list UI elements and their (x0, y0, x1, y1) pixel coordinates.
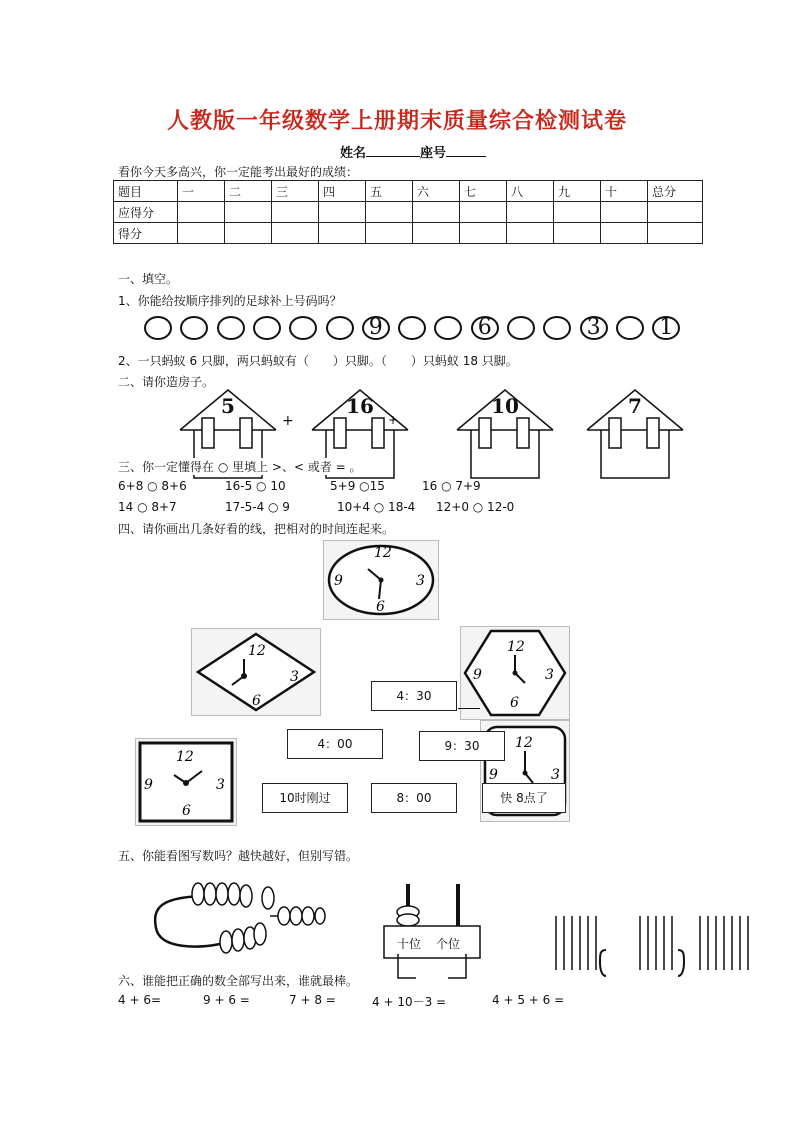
clock-number: 3 (545, 667, 554, 683)
clock-face-icon (135, 738, 237, 826)
section1-q2: 2、一只蚂蚁 6 只脚，两只蚂蚁有（ ）只脚。（ ）只蚂蚁 18 只脚。 (118, 354, 518, 368)
calc-problem: 4 + 10－3 = (372, 995, 447, 1009)
compare-item: 10+4 ○ 18-4 (337, 500, 416, 514)
page-title: 人教版一年级数学上册期末质量综合检测试卷 (166, 108, 627, 134)
divider (458, 708, 480, 709)
football-numbered: 3 (580, 316, 608, 340)
clock-number: 9 (473, 667, 482, 683)
section4-heading: 四、请你画出几条好看的线，把相对的时间连起来。 (118, 522, 395, 536)
table-cell: 八 (507, 181, 554, 202)
clock-face-icon (460, 626, 570, 720)
clock-number: 9 (144, 777, 153, 793)
table-cell: 二 (225, 181, 272, 202)
table-cell: 十 (601, 181, 648, 202)
section3-heading: 三、你一定懂得在 ○ 里填上 >、< 或者 = 。 (118, 460, 362, 474)
table-cell: 三 (272, 181, 319, 202)
clock-number: 12 (248, 643, 266, 659)
calc-problem: 4 + 5 + 6 = (492, 993, 565, 1007)
time-label-box[interactable]: 4：30 (371, 681, 457, 711)
time-label-box[interactable]: 4：00 (287, 729, 383, 759)
compare-item: 16 ○ 7+9 (422, 479, 481, 493)
table-cell: 总分 (648, 181, 703, 202)
section6-heading: 六、谁能把正确的数全部写出来，谁就最棒。 (118, 974, 359, 988)
table-cell: 得分 (114, 223, 178, 244)
clock-number: 12 (374, 545, 392, 561)
house-figure (585, 388, 685, 480)
clock-number: 9 (334, 573, 343, 589)
calc-problem: 9 + 6 = (203, 993, 250, 1007)
bead-string-icon (150, 878, 330, 958)
football-blank[interactable] (289, 316, 317, 340)
clock-face-icon (323, 540, 439, 620)
plus-sign: + (388, 413, 399, 427)
table-cell: 七 (460, 181, 507, 202)
seat-label: 座号 (420, 146, 447, 161)
football-blank[interactable] (543, 316, 571, 340)
calc-problem: 7 + 8 = (289, 993, 336, 1007)
table-cell: 题目 (114, 181, 178, 202)
clock-number: 6 (182, 803, 191, 819)
plus-sign: + (282, 413, 294, 429)
time-label-box[interactable]: 快 8点了 (482, 783, 566, 813)
tens-label: 十位 (397, 937, 422, 951)
compare-item: 5+9 ○15 (330, 479, 385, 493)
score-table (113, 180, 703, 244)
name-label: 姓名 (340, 146, 367, 161)
table-cell: 一 (178, 181, 225, 202)
house-number: 5 (221, 394, 235, 418)
table-cell: 六 (413, 181, 460, 202)
compare-item: 14 ○ 8+7 (118, 500, 177, 514)
house-number: 16 (346, 394, 374, 418)
clock-number: 3 (216, 777, 225, 793)
section1-heading: 一、填空。 (118, 272, 179, 286)
compare-item: 12+0 ○ 12-0 (436, 500, 515, 514)
football-blank[interactable] (180, 316, 208, 340)
football-blank[interactable] (217, 316, 245, 340)
football-numbered: 1 (652, 316, 680, 340)
name-seat-line (340, 142, 486, 161)
clock-face-icon (191, 628, 321, 716)
section5-heading: 五、你能看图写数吗？越快越好，但别写错。 (118, 849, 359, 863)
table-row (114, 202, 703, 223)
football-blank[interactable] (398, 316, 426, 340)
abacus-icon (382, 882, 482, 982)
table-cell: 四 (319, 181, 366, 202)
table-cell: 九 (554, 181, 601, 202)
clock-number: 6 (252, 693, 261, 709)
compare-item: 16-5 ○ 10 (225, 479, 286, 493)
clock-number: 6 (376, 599, 385, 615)
clock-number: 12 (515, 735, 533, 751)
house-number: 10 (491, 394, 519, 418)
ones-label: 个位 (436, 937, 461, 951)
clock-number: 12 (176, 749, 194, 765)
football-blank[interactable] (144, 316, 172, 340)
clock-number: 3 (551, 767, 560, 783)
clock-number: 3 (290, 669, 299, 685)
section1-q1: 1、你能给按顺序排列的足球补上号码吗？ (118, 294, 342, 308)
football-numbered: 9 (362, 316, 390, 340)
time-label-box[interactable]: 10时刚过 (262, 783, 348, 813)
clock-number: 6 (510, 695, 519, 711)
table-row (114, 223, 703, 244)
clock-number: 12 (507, 639, 525, 655)
football-blank[interactable] (434, 316, 462, 340)
football-blank[interactable] (507, 316, 535, 340)
clock-number: 3 (416, 573, 425, 589)
calc-problem: 4 + 6= (118, 993, 162, 1007)
intro-text: 看你今天多高兴，你一定能考出最好的成绩： (118, 165, 359, 179)
section2-heading: 二、请你造房子。 (118, 375, 215, 389)
football-blank[interactable] (616, 316, 644, 340)
house-number: 7 (628, 394, 642, 418)
name-blank[interactable] (366, 144, 420, 157)
time-label-box[interactable]: 8：00 (371, 783, 457, 813)
seat-blank[interactable] (446, 144, 486, 157)
table-cell: 五 (366, 181, 413, 202)
house-figure (455, 388, 555, 480)
football-blank[interactable] (253, 316, 281, 340)
football-numbered: 6 (471, 316, 499, 340)
time-label-box[interactable]: 9：30 (419, 731, 505, 761)
counting-sticks-icon (550, 914, 760, 980)
compare-item: 6+8 ○ 8+6 (118, 479, 187, 493)
football-blank[interactable] (326, 316, 354, 340)
compare-item: 17-5-4 ○ 9 (225, 500, 290, 514)
clock-number: 9 (489, 767, 498, 783)
table-cell: 应得分 (114, 202, 178, 223)
table-header-row (114, 181, 703, 202)
